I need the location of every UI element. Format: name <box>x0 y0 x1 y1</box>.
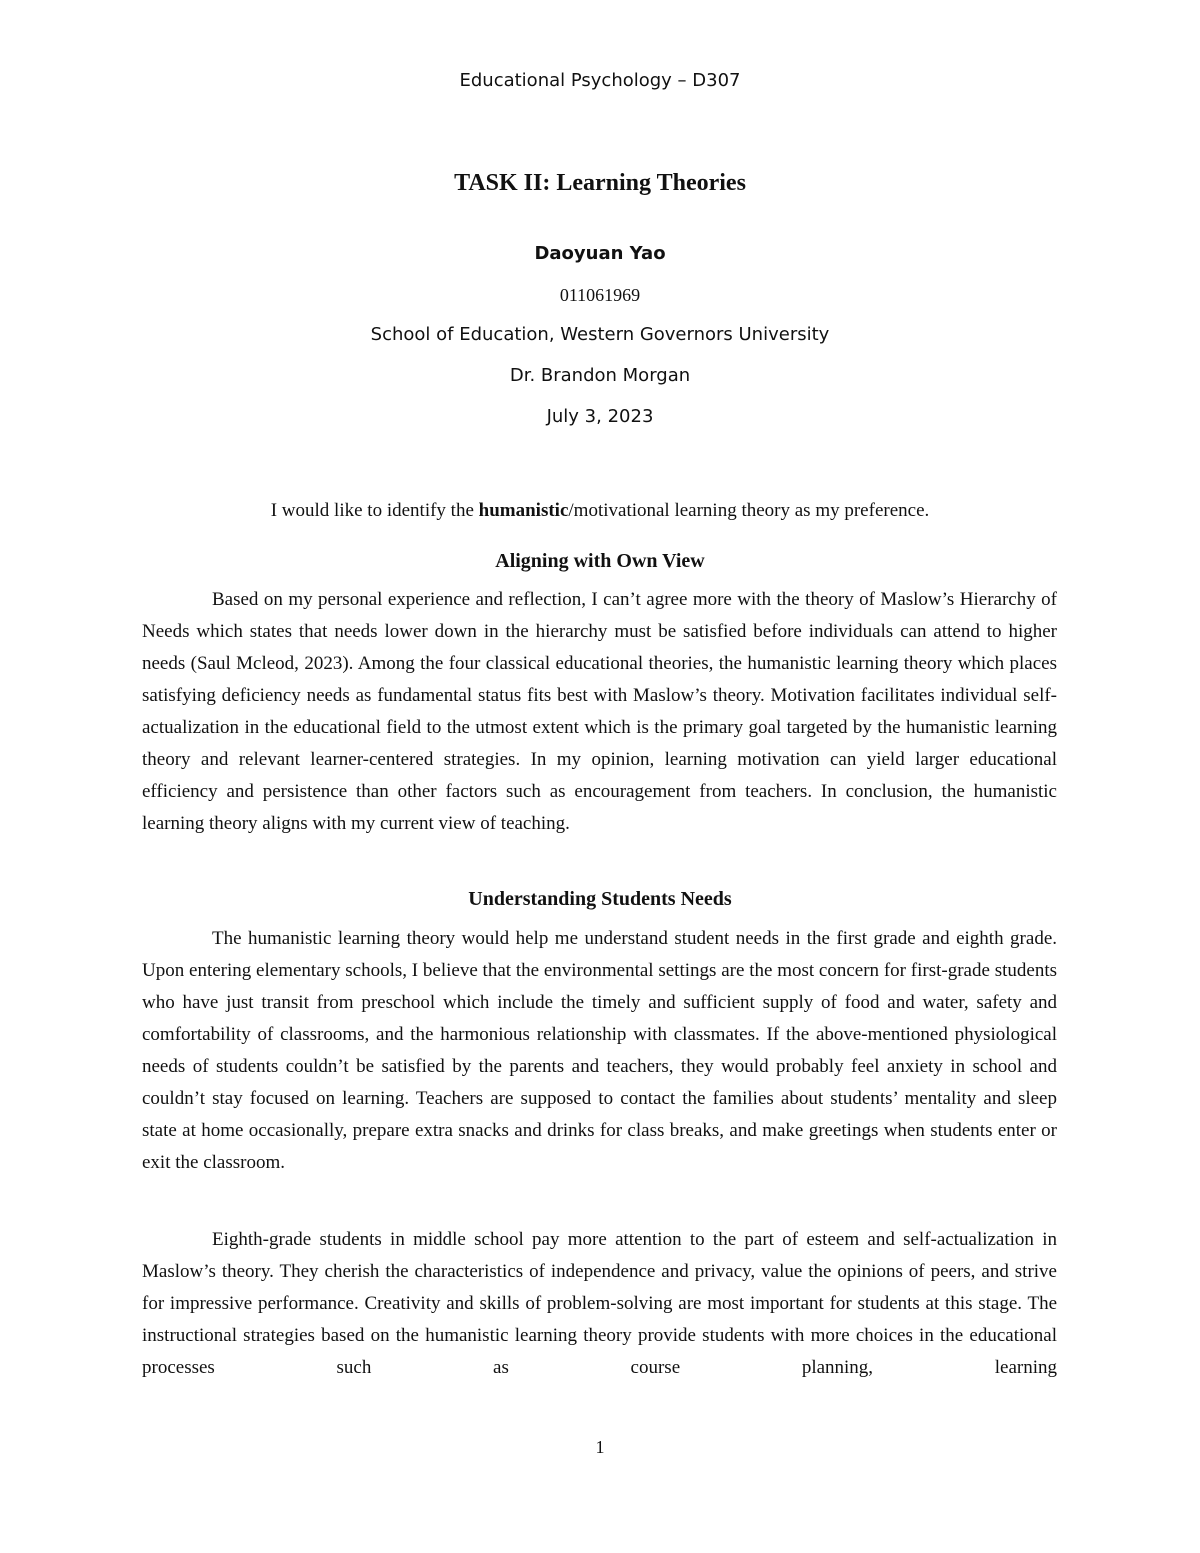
document-title: TASK II: Learning Theories <box>454 170 746 196</box>
intro-text-after: /motivational learning theory as my preference. <box>568 500 930 521</box>
body-paragraph: Based on my personal experience and reflection, I can’t agree more with the theory of Maslow’s Hierarchy of Needs which states that needs lower down in the hierarchy must be satisfied before individuals can attend to higher needs (Saul Mcleod, 2023). Among the four classical educational theories, the humanistic learning theory which places satisfying deficiency needs as fundamental status fits best with Maslow’s theory. Motivation facilitates individual self-actualization in the educational field to the utmost extent which is the primary goal targeted by the humanistic learning theory and relevant learner-centered strategies. In my opinion, learning motivation can yield larger educational efficiency and persistence than other factors such as encouragement from teachers. In conclusion, the humanistic learning theory aligns with my current view of teaching. <box>142 589 1057 834</box>
intro-sentence <box>0 500 1200 522</box>
body-paragraph: The humanistic learning theory would help me understand student needs in the first grade and eighth grade. Upon entering elementary schools, I believe that the environmental settings are the most concern for first-grade students who have just transit from preschool which include the timely and sufficient supply of food and water, safety and comfortability of classrooms, and the harmonious relationship with classmates. If the above-mentioned physiological needs of students couldn’t be satisfied by the parents and teachers, they would probably feel anxiety in school and couldn’t stay focused on learning. Teachers are supposed to contact the families about students’ mentality and sleep state at home occasionally, prepare extra snacks and drinks for class breaks, and make greetings when students enter or exit the classroom. <box>142 928 1057 1173</box>
intro-bold-term: humanistic <box>478 500 569 521</box>
section-heading-understanding: Understanding Students Needs <box>468 888 732 910</box>
student-id: 011061969 <box>559 285 641 305</box>
submission-date: July 3, 2023 <box>546 406 654 427</box>
page-number: 1 <box>595 1437 605 1457</box>
body-paragraph: Eighth-grade students in middle school pay more attention to the part of esteem and self-actualization in Maslow’s theory. They cherish the characteristics of independence and privacy, value the opinions of peers, and strive for impressive performance. Creativity and skills of problem-solving are most important for students at this stage. The instructional strategies based on the humanistic learning theory provide students with more choices in the educational processes such as course planning, learning <box>142 1229 1057 1378</box>
school-name: School of Education, Western Governors University <box>370 324 830 345</box>
instructor-name: Dr. Brandon Morgan <box>509 365 691 386</box>
section-heading-aligning: Aligning with Own View <box>495 550 705 572</box>
author-name: Daoyuan Yao <box>534 243 666 264</box>
intro-text-before: I would like to identify the <box>270 500 479 521</box>
running-header: Educational Psychology – D307 <box>459 70 741 91</box>
